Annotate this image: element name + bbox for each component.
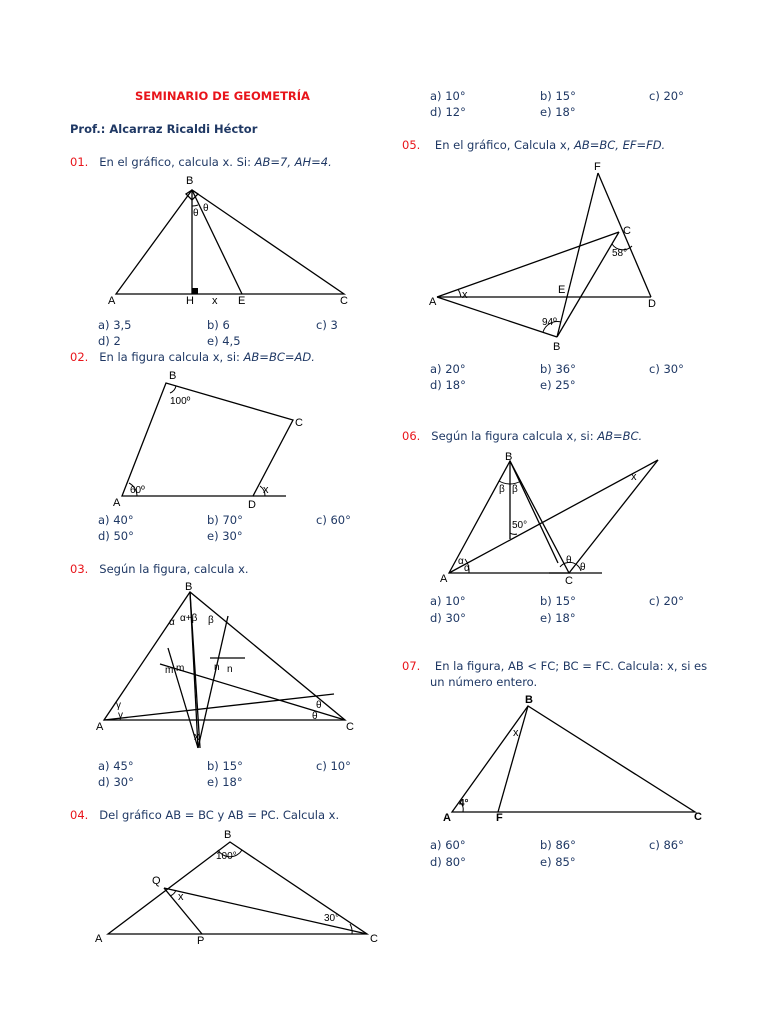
label-a: A	[96, 721, 104, 733]
angle-beta: β	[208, 615, 214, 626]
segment-ab	[437, 297, 557, 337]
problem-text: En el gráfico, calcula x. Si:	[99, 155, 255, 169]
angle-b: 94º	[542, 317, 557, 328]
p06-option-c: c) 20°	[649, 594, 684, 608]
angle-theta-2: θ	[203, 203, 209, 214]
figure-01	[100, 172, 360, 312]
angle-a: 60º	[130, 485, 145, 496]
triangle-abc	[449, 461, 569, 573]
p06-option-b: b) 15°	[540, 594, 576, 608]
problem-number: 04.	[70, 808, 89, 822]
label-f: F	[496, 812, 503, 824]
label-c: C	[565, 575, 573, 587]
angle-alpha: α	[169, 617, 175, 628]
label-c: C	[295, 417, 303, 429]
p06-option-e: e) 18°	[540, 611, 576, 625]
p02-option-c: c) 60°	[316, 513, 351, 527]
angle-n-2: n	[227, 664, 233, 675]
angle-b: 100º	[170, 396, 191, 407]
angle-b: 100°	[216, 851, 237, 862]
p02-option-e: e) 30°	[207, 529, 243, 543]
problem-condition: AB=BC.	[597, 429, 643, 443]
figure-02	[110, 366, 303, 511]
p05-option-a: a) 20°	[430, 362, 466, 376]
label-b: B	[224, 829, 232, 841]
problem-04-statement	[70, 808, 339, 822]
problem-condition: AB=7, AH=4.	[254, 155, 332, 169]
segment-be	[192, 190, 242, 294]
label-f: F	[594, 161, 601, 173]
angle-gamma-2: γ	[118, 710, 123, 721]
label-b: B	[169, 370, 177, 382]
label-e: E	[558, 284, 566, 296]
angle-m-2: m	[176, 663, 185, 674]
p01-option-c: c) 3	[316, 318, 338, 332]
p02-option-b: b) 70°	[207, 513, 243, 527]
p07-option-e: e) 85°	[540, 855, 576, 869]
p03-option-b: b) 15°	[207, 759, 243, 773]
problem-07-statement-cont: un número entero.	[430, 675, 538, 689]
label-b: B	[186, 175, 194, 187]
option-e: e) 18°	[540, 105, 576, 119]
quadrilateral-abcd	[122, 383, 293, 496]
label-c: C	[370, 933, 378, 945]
label-d: D	[648, 298, 656, 310]
problem-02-statement	[70, 350, 315, 364]
label-b: B	[525, 694, 533, 706]
problem-03-statement	[70, 562, 249, 576]
problem-text: Del gráfico AB = BC y AB = PC. Calcula x.	[99, 808, 340, 822]
p01-option-b: b) 6	[207, 318, 230, 332]
p07-option-b: b) 86°	[540, 838, 576, 852]
triangle-abc	[452, 706, 695, 812]
segment-bf	[557, 173, 598, 337]
label-x: x	[212, 295, 218, 307]
angle-alpha-2: α	[464, 563, 470, 574]
option-b: b) 15°	[540, 89, 576, 103]
label-x: x	[178, 891, 184, 903]
angle-m-1: m	[165, 665, 174, 676]
angle-theta-2: θ	[580, 562, 586, 573]
p07-option-c: c) 86°	[649, 838, 684, 852]
angle-gamma-1: γ	[116, 700, 121, 711]
label-p: P	[197, 935, 205, 947]
angle-alpha-beta: α+β	[180, 613, 198, 624]
label-c: C	[346, 721, 354, 733]
angle-a: 4°	[459, 798, 469, 809]
label-x: x	[194, 731, 200, 743]
problem-01-statement	[70, 155, 332, 169]
label-a: A	[440, 573, 448, 585]
label-q: Q	[152, 875, 161, 887]
problem-text: Según la figura, calcula x.	[99, 562, 249, 576]
segment-b-mid	[510, 461, 558, 563]
segment-qc	[164, 888, 367, 934]
label-x: x	[513, 727, 519, 739]
segment-bc	[557, 232, 619, 337]
p05-option-b: b) 36°	[540, 362, 576, 376]
figure-06	[435, 449, 665, 589]
label-c: C	[623, 225, 631, 237]
problem-text: En el gráfico, Calcula x,	[434, 138, 574, 152]
option-a: a) 10°	[430, 89, 466, 103]
p03-option-e: e) 18°	[207, 775, 243, 789]
label-a: A	[113, 497, 121, 509]
p01-option-a: a) 3,5	[98, 318, 132, 332]
angle-theta-2: θ	[312, 711, 318, 722]
p05-option-e: e) 25°	[540, 378, 576, 392]
professor-name: Prof.: Alcarraz Ricaldi Héctor	[70, 122, 258, 136]
angle-alpha-1: α	[458, 556, 464, 567]
p07-option-d: d) 80°	[430, 855, 466, 869]
label-a: A	[429, 296, 437, 308]
label-d: D	[248, 499, 256, 511]
p03-option-d: d) 30°	[98, 775, 134, 789]
angle-theta-1: θ	[566, 555, 572, 566]
page-title: SEMINARIO DE GEOMETRÍA	[135, 89, 310, 103]
p05-option-d: d) 18°	[430, 378, 466, 392]
problem-condition: AB=BC=AD.	[243, 350, 315, 364]
label-b: B	[185, 581, 193, 593]
option-d: d) 12°	[430, 105, 466, 119]
problem-number: 05.	[402, 138, 421, 152]
problem-text: Según la figura calcula x, si:	[431, 429, 598, 443]
p06-option-a: a) 10°	[430, 594, 466, 608]
label-b: B	[553, 341, 561, 353]
p03-option-c: c) 10°	[316, 759, 351, 773]
label-c: C	[694, 811, 702, 823]
p03-option-a: a) 45°	[98, 759, 134, 773]
p02-option-a: a) 40°	[98, 513, 134, 527]
p06-option-d: d) 30°	[430, 611, 466, 625]
angle-n-1: n	[214, 662, 220, 673]
p01-option-e: e) 4,5	[207, 334, 241, 348]
angle-c: 30°	[324, 913, 340, 924]
angle-50: 50°	[512, 520, 528, 531]
label-c: C	[340, 295, 348, 307]
problem-number: 07.	[402, 659, 421, 673]
problem-text: En la figura, AB < FC; BC = FC. Calcula: x, si es	[434, 659, 708, 673]
triangle-abc	[116, 190, 344, 294]
p01-option-d: d) 2	[98, 334, 121, 348]
p02-option-d: d) 50°	[98, 529, 134, 543]
figure-03	[90, 578, 360, 758]
label-a: A	[95, 933, 103, 945]
figure-05	[425, 157, 665, 357]
label-h: H	[186, 295, 194, 307]
p07-option-a: a) 60°	[430, 838, 466, 852]
problem-condition: AB=BC, EF=FD.	[573, 138, 666, 152]
figure-04	[90, 826, 390, 946]
angle-theta-1: θ	[316, 700, 322, 711]
angle-theta-1: θ	[193, 208, 199, 219]
triangle-abc	[104, 592, 345, 720]
right-angle-mark	[192, 288, 198, 294]
problem-06-statement	[402, 429, 642, 443]
p05-option-c: c) 30°	[649, 362, 684, 376]
problem-07-statement	[402, 659, 707, 673]
label-x: x	[462, 289, 468, 301]
problem-text: En la figura calcula x, si:	[99, 350, 244, 364]
label-a: A	[443, 812, 451, 824]
figure-07	[440, 690, 710, 830]
line-a-right	[104, 694, 334, 720]
angle-beta-2: β	[512, 484, 518, 495]
angle-beta-1: β	[499, 484, 505, 495]
label-a: A	[108, 295, 116, 307]
angle-c: 58°	[612, 248, 628, 259]
segment-c-x	[569, 460, 658, 573]
label-x: x	[631, 471, 637, 483]
label-e: E	[238, 295, 246, 307]
label-x: x	[263, 484, 269, 496]
problem-number: 02.	[70, 350, 89, 364]
problem-number: 01.	[70, 155, 89, 169]
problem-number: 03.	[70, 562, 89, 576]
segment-ac	[437, 232, 619, 297]
label-b: B	[505, 451, 513, 463]
line-x-right	[198, 616, 228, 748]
problem-number: 06.	[402, 429, 421, 443]
option-c: c) 20°	[649, 89, 684, 103]
segment-bf	[498, 706, 528, 812]
problem-05-statement	[402, 138, 665, 152]
